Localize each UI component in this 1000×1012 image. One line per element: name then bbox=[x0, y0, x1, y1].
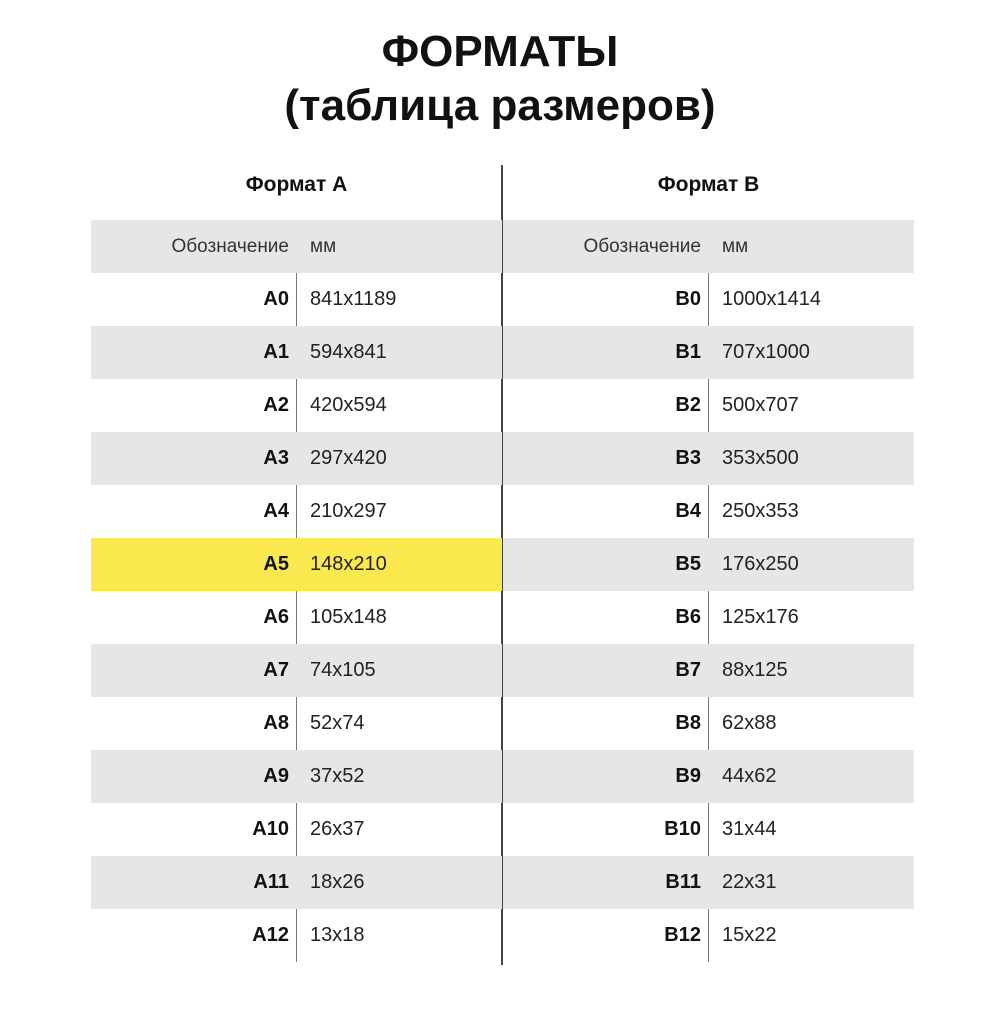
column-header-code: Обозначение bbox=[171, 236, 289, 257]
format-size-mm: 707x1000 bbox=[722, 341, 810, 363]
format-size-mm: 250x353 bbox=[722, 500, 799, 522]
table-b-header-row bbox=[503, 220, 914, 273]
table-row bbox=[91, 856, 502, 909]
format-code: A11 bbox=[253, 871, 289, 893]
format-size-mm: 13x18 bbox=[310, 924, 365, 946]
format-code: B9 bbox=[675, 765, 701, 787]
format-code: B5 bbox=[675, 553, 701, 575]
format-size-mm: 594x841 bbox=[310, 341, 387, 363]
table-row bbox=[503, 856, 914, 909]
format-size-mm: 15x22 bbox=[722, 924, 777, 946]
format-size-mm: 500x707 bbox=[722, 394, 799, 416]
format-size-mm: 62x88 bbox=[722, 712, 777, 734]
format-code: A5 bbox=[263, 553, 289, 575]
column-header-mm: мм bbox=[722, 236, 749, 257]
table-row bbox=[91, 379, 502, 432]
table-row bbox=[503, 326, 914, 379]
table-row bbox=[91, 485, 502, 538]
format-code: B7 bbox=[675, 659, 701, 681]
table-row bbox=[91, 273, 502, 326]
format-size-mm: 353x500 bbox=[722, 447, 799, 469]
format-code: A1 bbox=[263, 341, 289, 363]
column-header-mm: мм bbox=[310, 236, 337, 257]
column-header-code: Обозначение bbox=[583, 236, 701, 257]
format-code: B1 bbox=[675, 341, 701, 363]
table-row bbox=[503, 273, 914, 326]
format-code: B10 bbox=[664, 818, 701, 840]
format-code: A12 bbox=[252, 924, 289, 946]
format-size-mm: 74x105 bbox=[310, 659, 376, 681]
format-code: B12 bbox=[664, 924, 701, 946]
format-size-mm: 88x125 bbox=[722, 659, 788, 681]
format-code: B0 bbox=[675, 288, 701, 310]
page-subtitle: (таблица размеров) bbox=[284, 81, 716, 130]
format-code: A10 bbox=[252, 818, 289, 840]
table-row bbox=[503, 432, 914, 485]
table-row bbox=[503, 644, 914, 697]
format-size-mm: 105x148 bbox=[310, 606, 387, 628]
table-row bbox=[91, 644, 502, 697]
format-code: B8 bbox=[675, 712, 701, 734]
table-b-title: Формат В bbox=[657, 173, 760, 196]
format-size-mm: 1000x1414 bbox=[722, 288, 821, 310]
table-row bbox=[91, 750, 502, 803]
format-code: A4 bbox=[263, 500, 289, 522]
table-row bbox=[503, 697, 914, 750]
table-row bbox=[503, 750, 914, 803]
format-size-mm: 44x62 bbox=[722, 765, 777, 787]
table-format-a bbox=[91, 165, 502, 962]
format-code: A8 bbox=[263, 712, 289, 734]
table-format-b bbox=[503, 165, 914, 962]
format-code: A2 bbox=[263, 394, 289, 416]
table-row bbox=[91, 432, 502, 485]
table-a-title: Формат А bbox=[245, 173, 348, 196]
format-code: A3 bbox=[263, 447, 289, 469]
format-code: B3 bbox=[675, 447, 701, 469]
format-code: B11 bbox=[665, 871, 701, 893]
format-code: A7 bbox=[263, 659, 289, 681]
table-row bbox=[503, 591, 914, 644]
page-title: ФОРМАТЫ bbox=[381, 27, 619, 76]
format-size-mm: 841x1189 bbox=[310, 288, 397, 310]
table-row bbox=[91, 803, 502, 856]
table-row bbox=[503, 803, 914, 856]
table-row bbox=[91, 538, 502, 591]
format-size-mm: 31x44 bbox=[722, 818, 777, 840]
format-code: A9 bbox=[263, 765, 289, 787]
table-row bbox=[91, 697, 502, 750]
format-code: B4 bbox=[675, 500, 701, 522]
table-a-body bbox=[91, 273, 502, 962]
table-row bbox=[91, 326, 502, 379]
format-size-mm: 176x250 bbox=[722, 553, 799, 575]
table-row bbox=[503, 538, 914, 591]
format-code: A6 bbox=[263, 606, 289, 628]
format-size-mm: 210x297 bbox=[310, 500, 387, 522]
format-code: B2 bbox=[675, 394, 701, 416]
table-row bbox=[91, 591, 502, 644]
table-b-body bbox=[503, 273, 914, 962]
format-size-mm: 420x594 bbox=[310, 394, 387, 416]
format-size-mm: 125x176 bbox=[722, 606, 799, 628]
format-code: B6 bbox=[675, 606, 701, 628]
format-size-mm: 297x420 bbox=[310, 447, 387, 469]
format-size-mm: 37x52 bbox=[310, 765, 365, 787]
format-code: A0 bbox=[263, 288, 289, 310]
format-size-mm: 26x37 bbox=[310, 818, 365, 840]
format-size-mm: 22x31 bbox=[722, 871, 777, 893]
table-row bbox=[503, 485, 914, 538]
table-row bbox=[91, 909, 502, 962]
format-size-mm: 52x74 bbox=[310, 712, 365, 734]
format-size-mm: 18x26 bbox=[310, 871, 365, 893]
table-a-header-row bbox=[91, 220, 502, 273]
table-row bbox=[503, 909, 914, 962]
format-size-mm: 148x210 bbox=[310, 553, 387, 575]
table-row bbox=[503, 379, 914, 432]
